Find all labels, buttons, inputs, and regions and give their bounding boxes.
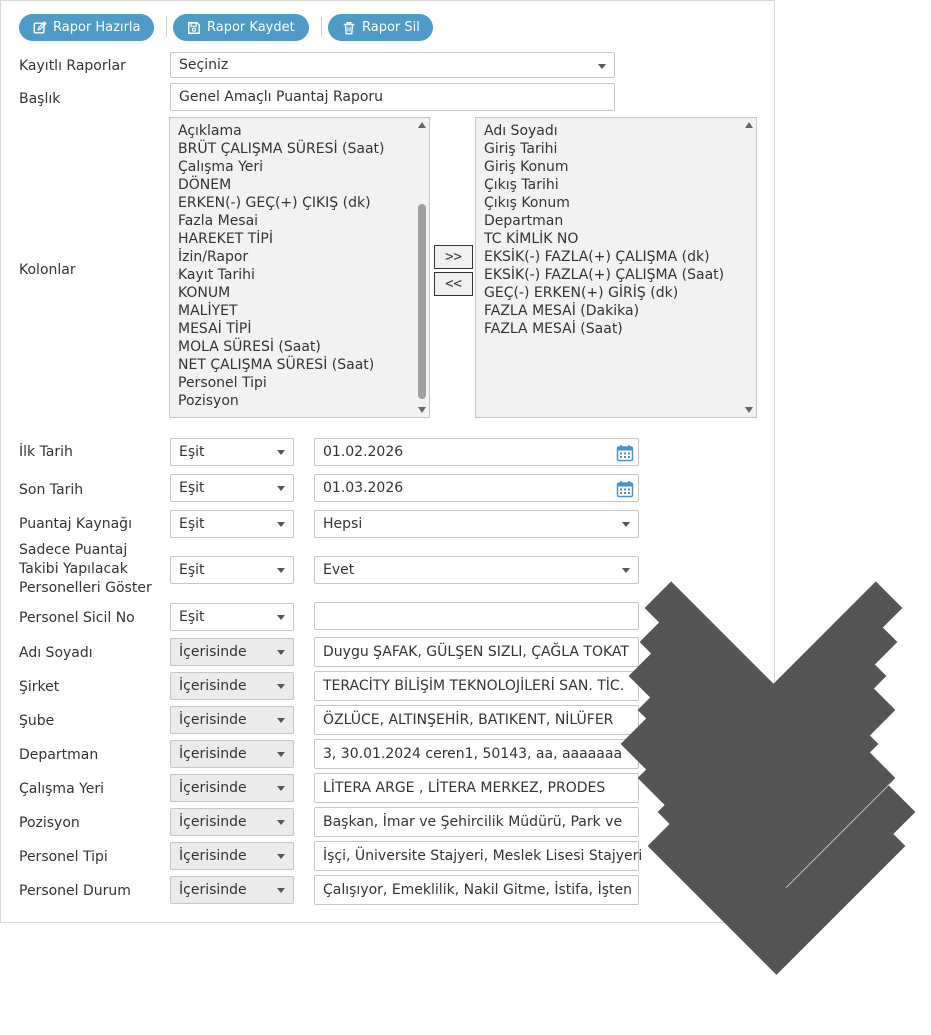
selected-column-option[interactable]: FAZLA MESAİ (Saat) [484,321,623,337]
dropdown-arrow-icon [277,615,285,620]
position-multiselect[interactable] [314,807,639,837]
dropdown-arrow-icon [277,820,285,825]
selected-column-option[interactable]: EKSİK(-) FAZLA(+) ÇALIŞMA (Saat) [484,267,725,283]
delete-report-button[interactable] [328,14,433,41]
sicil-label: Personel Sicil No [19,610,135,626]
available-column-option[interactable]: MOLA SÜRESİ (Saat) [178,339,321,355]
tracked-only-operator-select[interactable] [170,556,294,584]
scrollbar-thumb[interactable] [418,204,426,399]
available-columns-list[interactable] [169,117,430,418]
selected-column-option[interactable]: Çıkış Konum [484,195,570,211]
tracked-only-select[interactable] [314,556,639,584]
saved-reports-select[interactable] [170,52,615,78]
delete-report-label: Rapor Sil [362,20,420,35]
dropdown-arrow-icon [277,450,285,455]
source-operator-select[interactable] [170,510,294,538]
save-report-label: Rapor Kaydet [207,20,295,35]
personnel-type-label: Personel Tipi [19,849,108,865]
dropdown-arrow-icon [277,568,285,573]
dropdown-arrow-icon [598,64,606,69]
available-column-option[interactable]: Çalışma Yeri [178,159,264,175]
dropdown-arrow-icon [277,684,285,689]
available-columns-options [178,122,429,410]
calendar-icon[interactable] [616,444,634,462]
branch-label: Şube [19,713,55,729]
available-column-option[interactable]: Kayıt Tarihi [178,267,255,283]
dropdown-arrow-icon [277,786,285,791]
position-operator-value: İçerisinde [179,814,247,830]
workplace-multiselect[interactable] [314,773,639,803]
remove-column-button[interactable]: << [434,272,473,296]
sicil-operator-value: Eşit [179,609,205,625]
personnel-status-multiselect[interactable] [314,875,639,905]
selected-column-option[interactable]: FAZLA MESAİ (Dakika) [484,303,640,319]
branch-value: ÖZLÜCE, ALTINŞEHİR, BATIKENT, NİLÜFER [323,712,614,728]
selected-column-option[interactable]: TC KİMLİK NO [484,231,579,247]
source-select[interactable] [314,510,639,538]
company-label: Şirket [19,679,60,695]
edit-icon [33,21,47,35]
personnel-status-label: Personel Durum [19,883,131,899]
position-value: Başkan, İmar ve Şehircilik Müdürü, Park ve [323,814,623,830]
available-column-option[interactable]: MALİYET [178,303,238,319]
start-date-operator-value: Eşit [179,444,205,460]
available-column-option[interactable]: Pozisyon [178,393,239,409]
tracked-only-label: Sadece Puantaj Takibi Yapılacak Personelleri Göster [19,542,152,596]
company-operator-select[interactable] [170,672,294,700]
available-column-option[interactable]: Fazla Mesai [178,213,259,229]
selected-column-option[interactable]: Giriş Tarihi [484,141,558,157]
title-label: Başlık [19,91,61,107]
start-date-input[interactable] [314,438,639,466]
end-date-label: Son Tarih [19,482,84,498]
scroll-up-arrow-icon[interactable] [745,122,753,128]
personnel-type-operator-value: İçerisinde [179,848,247,864]
name-label: Adı Soyadı [19,645,93,661]
department-label: Departman [19,747,99,763]
department-operator-select[interactable] [170,740,294,768]
prepare-report-button[interactable] [19,14,154,41]
scroll-up-arrow-icon[interactable] [418,122,426,128]
available-column-option[interactable]: Personel Tipi [178,375,267,391]
end-date-operator-value: Eşit [179,480,205,496]
company-multiselect[interactable] [314,671,639,701]
selected-column-option[interactable]: Departman [484,213,564,229]
position-label: Pozisyon [19,815,80,831]
end-date-operator-select[interactable] [170,474,294,502]
toolbar-separator [166,17,167,37]
dropdown-arrow-icon [277,718,285,723]
dropdown-arrow-icon [277,752,285,757]
branch-operator-value: İçerisinde [179,712,247,728]
name-operator-value: İçerisinde [179,644,247,660]
dropdown-arrow-icon [277,486,285,491]
selected-columns-list[interactable] [475,117,757,418]
title-input[interactable] [170,83,615,111]
tracked-only-operator-value: Eşit [179,562,205,578]
available-column-option[interactable]: DÖNEM [178,177,232,193]
start-date-operator-select[interactable] [170,438,294,466]
calendar-icon[interactable] [616,480,634,498]
personnel-status-operator-value: İçerisinde [179,882,247,898]
selected-columns-options [484,122,756,338]
workplace-value: LİTERA ARGE , LİTERA MERKEZ, PRODES [323,780,606,796]
department-value: 3, 30.01.2024 ceren1, 50143, aa, aaaaaaa [323,746,623,762]
workplace-operator-select[interactable] [170,774,294,802]
saved-reports-value: Seçiniz [179,57,229,73]
position-operator-select[interactable] [170,808,294,836]
available-column-option[interactable]: ERKEN(-) GEÇ(+) ÇIKIŞ (dk) [178,195,371,211]
department-operator-value: İçerisinde [179,746,247,762]
name-multiselect[interactable] [314,637,639,667]
available-column-option[interactable]: BRÜT ÇALIŞMA SÜRESİ (Saat) [178,141,385,157]
available-column-option[interactable]: HAREKET TİPİ [178,231,273,247]
dropdown-arrow-icon [277,888,285,893]
trash-icon [342,21,356,35]
end-date-value: 01.03.2026 [323,480,404,496]
dropdown-arrow-icon [277,522,285,527]
workplace-operator-value: İçerisinde [179,780,247,796]
columns-label: Kolonlar [19,262,76,278]
personnel-status-value: Çalışıyor, Emeklilik, Nakil Gitme, İstifa, İşten [323,882,632,898]
chevron-down-icon [632,746,921,1035]
name-operator-select[interactable] [170,638,294,666]
workplace-label: Çalışma Yeri [19,781,105,797]
available-column-option[interactable]: İzin/Rapor [178,249,249,265]
scroll-down-arrow-icon[interactable] [418,407,426,413]
selected-column-option[interactable]: Giriş Konum [484,159,569,175]
save-icon [187,21,201,35]
source-value: Hepsi [323,516,363,532]
save-report-button[interactable] [173,14,309,41]
toolbar-separator [321,17,322,37]
available-column-option[interactable]: MESAİ TİPİ [178,321,252,337]
personnel-type-multiselect[interactable] [314,841,643,871]
selected-column-option[interactable]: GEÇ(-) ERKEN(+) GİRİŞ (dk) [484,285,679,301]
sicil-input[interactable] [314,602,639,630]
available-column-option[interactable]: Açıklama [178,123,242,139]
selected-column-option[interactable]: Adı Soyadı [484,123,558,139]
available-column-option[interactable]: KONUM [178,285,231,301]
personnel-status-operator-select[interactable] [170,876,294,904]
department-multiselect[interactable] [314,739,639,769]
selected-column-option[interactable]: Çıkış Tarihi [484,177,559,193]
add-column-button[interactable]: >> [434,245,473,269]
selected-column-option[interactable]: EKSİK(-) FAZLA(+) ÇALIŞMA (dk) [484,249,710,265]
start-date-label: İlk Tarih [19,444,73,460]
start-date-value: 01.02.2026 [323,444,404,460]
source-operator-value: Eşit [179,516,205,532]
tracked-only-value: Evet [323,562,355,578]
personnel-type-value: İşçi, Üniversite Stajyeri, Meslek Lisesi Stajyeri [323,848,643,864]
available-column-option[interactable]: NET ÇALIŞMA SÜRESİ (Saat) [178,357,375,373]
personnel-type-operator-select[interactable] [170,842,294,870]
company-operator-value: İçerisinde [179,678,247,694]
end-date-input[interactable] [314,474,639,502]
branch-operator-select[interactable] [170,706,294,734]
name-value: Duygu ŞAFAK, GÜLŞEN SIZLI, ÇAĞLA TOKAT [323,644,629,660]
dropdown-arrow-icon [277,854,285,859]
prepare-report-label: Rapor Hazırla [53,20,141,35]
scroll-down-arrow-icon[interactable] [745,407,753,413]
sicil-operator-select[interactable] [170,603,294,631]
dropdown-arrow-icon [277,650,285,655]
scrollbar[interactable] [742,118,756,417]
source-label: Puantaj Kaynağı [19,516,132,532]
branch-multiselect[interactable] [314,705,639,735]
scrollbar[interactable] [415,118,429,417]
title-value: Genel Amaçlı Puantaj Raporu [179,89,384,105]
saved-reports-label: Kayıtlı Raporlar [19,58,126,74]
company-value: TERACİTY BİLİŞİM TEKNOLOJİLERİ SAN. TİC. [323,678,625,694]
